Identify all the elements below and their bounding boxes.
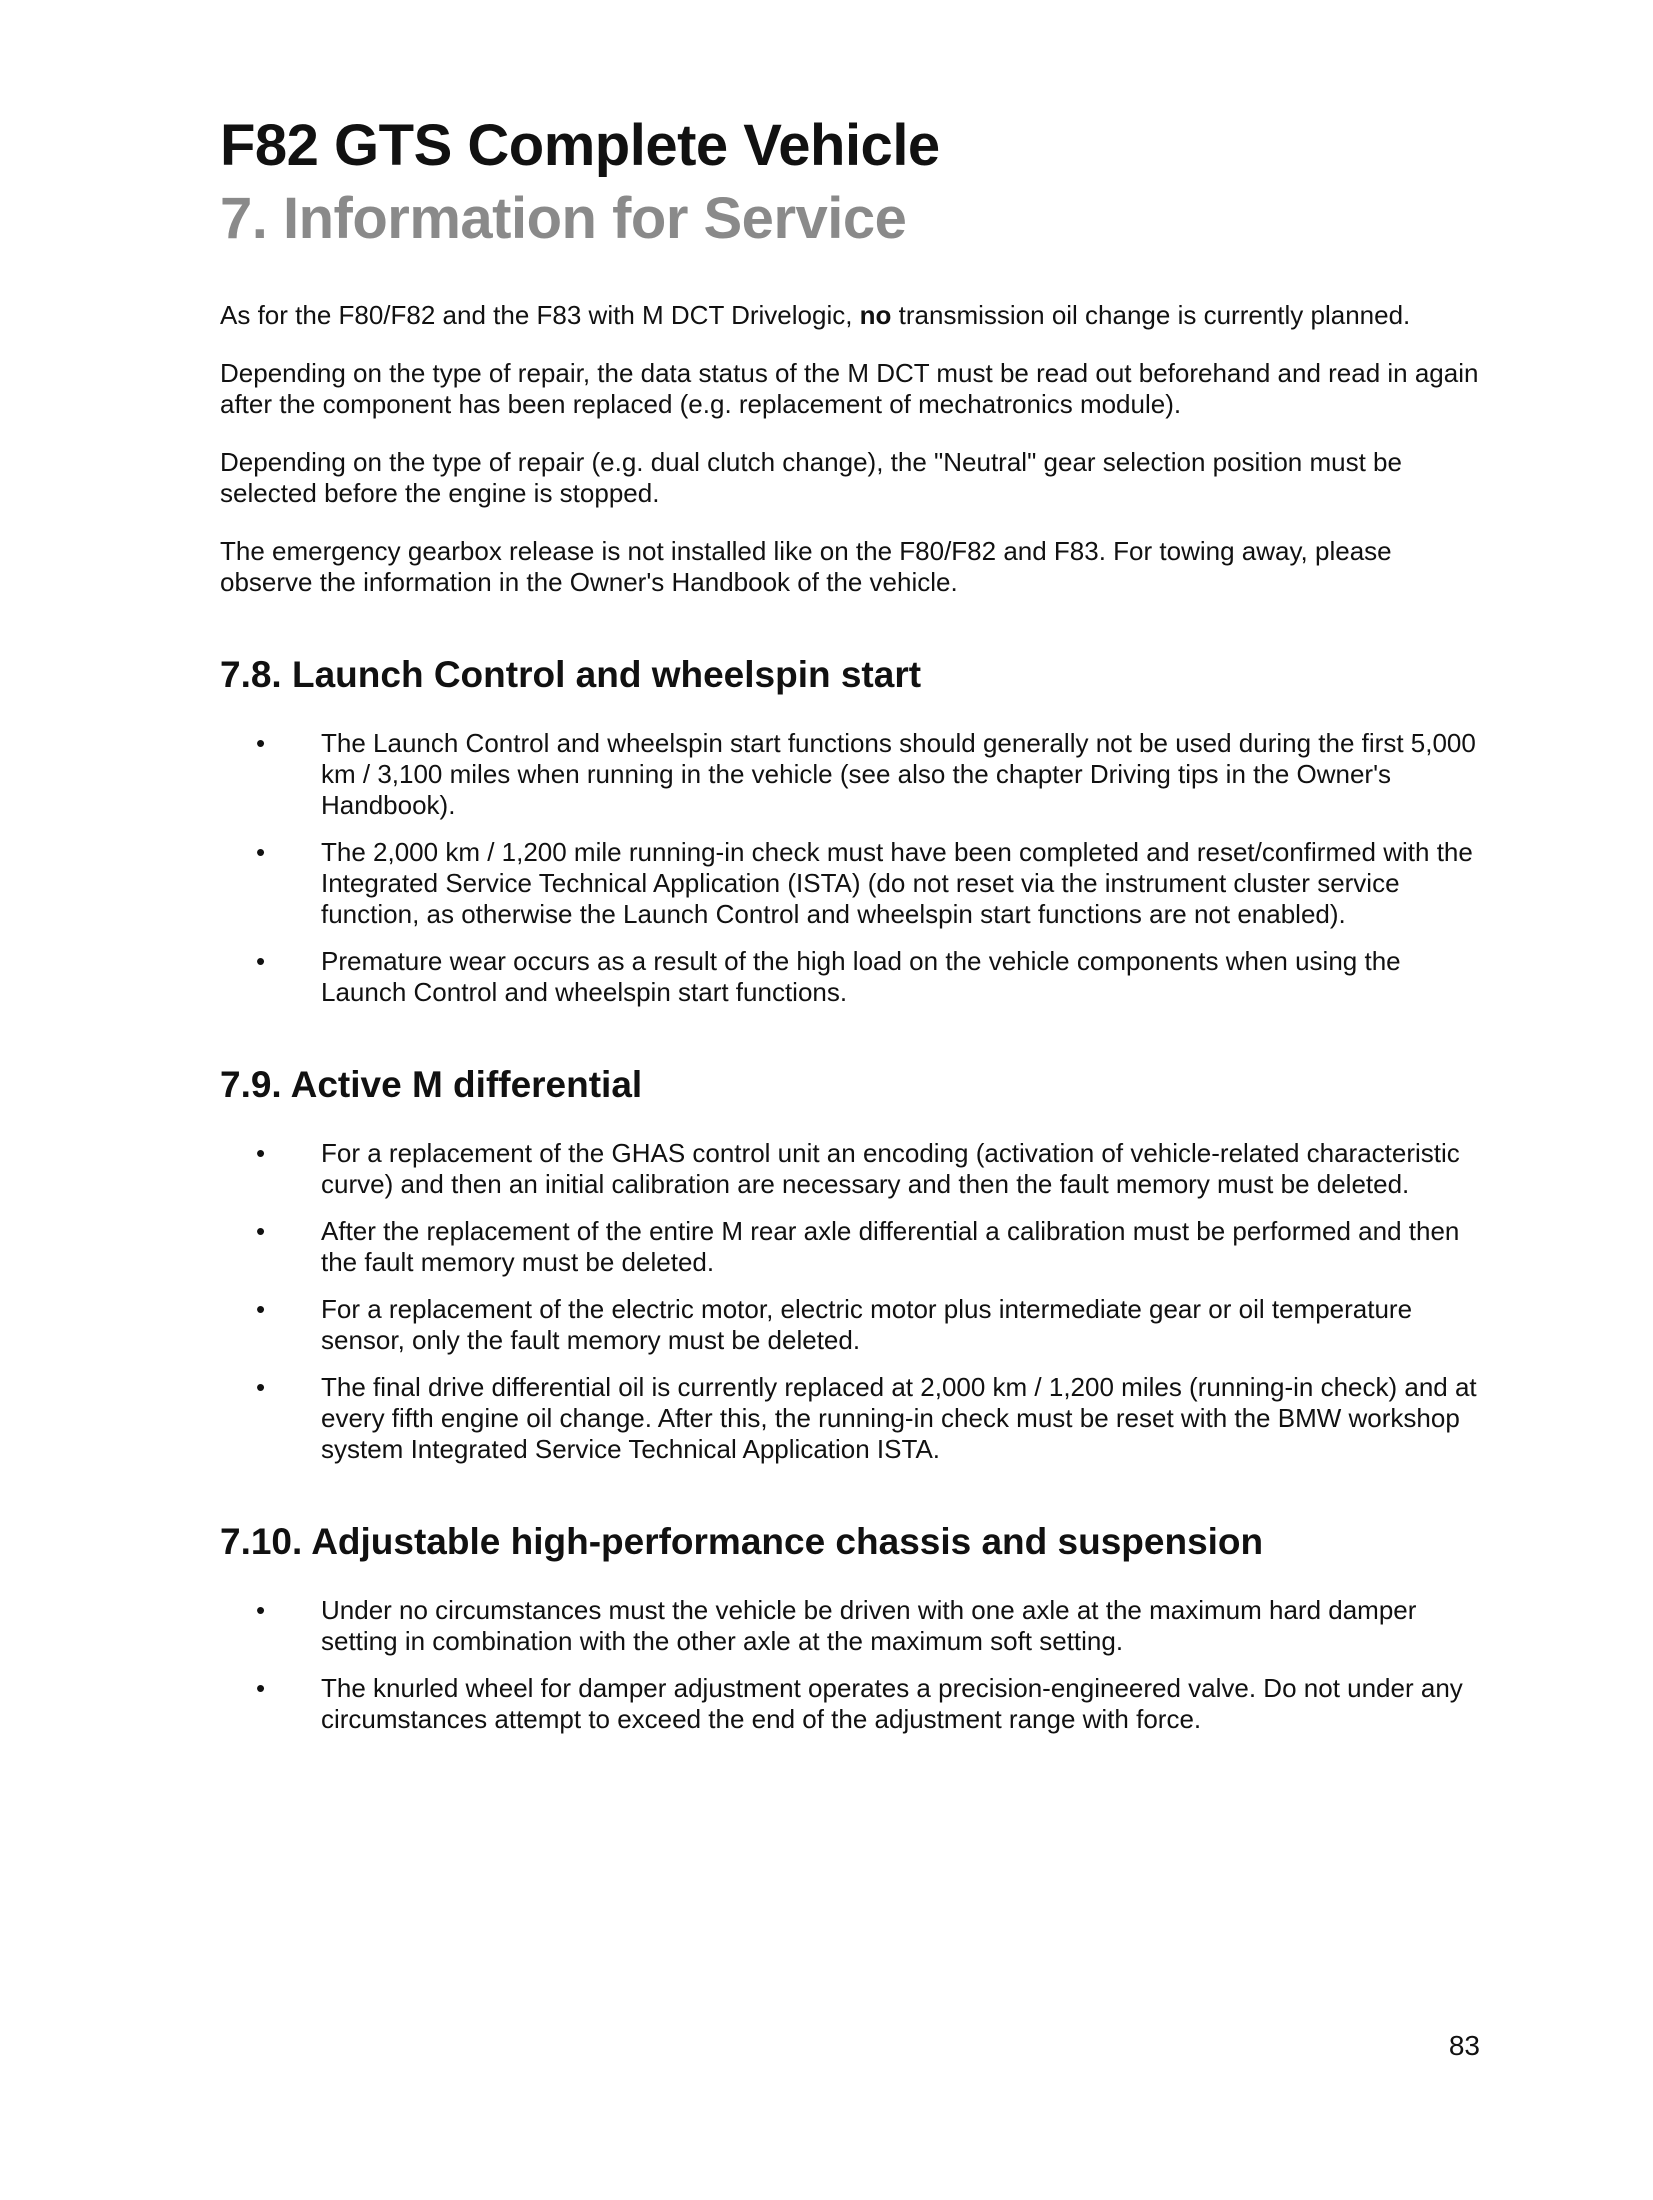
- list-item-text: For a replacement of the GHAS control unit an encoding (activation of vehicle-related characteristic curve) and then an initial calibration are necessary and then the fault memory must be deleted.: [321, 1138, 1460, 1199]
- list-item: [220, 1294, 1480, 1356]
- bullet-icon: •: [256, 1294, 266, 1324]
- intro-paragraph-1-emphasis: no: [859, 300, 892, 330]
- list-item: [220, 1673, 1480, 1735]
- intro-paragraph-4: The emergency gearbox release is not installed like on the F80/F82 and F83. For towing away, please observe the information in the Owner's Handbook of the vehicle.: [220, 536, 1392, 597]
- intro-paragraph-1: [220, 300, 1480, 331]
- chapter-title: 7. Information for Service: [220, 186, 907, 251]
- document-page: [220, 110, 1480, 1751]
- list-item: [220, 837, 1480, 930]
- bullet-icon: •: [256, 1673, 266, 1703]
- bullet-icon: •: [256, 837, 266, 867]
- list-item: [220, 1216, 1480, 1278]
- list-item: [220, 1138, 1480, 1200]
- intro-paragraph-1-end: transmission oil change is currently planned.: [891, 300, 1411, 330]
- list-item: [220, 728, 1480, 821]
- list-item-text: The Launch Control and wheelspin start functions should generally not be used during the first 5,000 km / 3,100 miles when running in the vehicle (see also the chapter Driving tips in the Owner's Handbook).: [321, 728, 1476, 820]
- active-m-differential-bullet-list: [220, 1138, 1480, 1465]
- adjustable-chassis-bullet-list: [220, 1595, 1480, 1735]
- bullet-icon: •: [256, 946, 266, 976]
- document-title: F82 GTS Complete Vehicle: [220, 113, 940, 178]
- list-item-text: Under no circumstances must the vehicle be driven with one axle at the maximum hard damper setting in combination with the other axle at the maximum soft setting.: [321, 1595, 1417, 1656]
- bullet-icon: •: [256, 1595, 266, 1625]
- section-heading-launch-control: 7.8. Launch Control and wheelspin start: [220, 654, 922, 695]
- list-item: [220, 1372, 1480, 1465]
- list-item-text: For a replacement of the electric motor, electric motor plus intermediate gear or oil temperature sensor, only the fault memory must be deleted.: [321, 1294, 1413, 1355]
- list-item-text: The knurled wheel for damper adjustment operates a precision-engineered valve. Do not under any circumstances attempt to exceed the end of the adjustment range with force.: [321, 1673, 1463, 1734]
- launch-control-bullet-list: [220, 728, 1480, 1008]
- list-item-text: The final drive differential oil is currently replaced at 2,000 km / 1,200 miles (running-in check) and at every fifth engine oil change. After this, the running-in check must be reset with the BMW workshop system Integrated Service Technical Application ISTA.: [321, 1372, 1477, 1464]
- bullet-icon: •: [256, 1372, 266, 1402]
- intro-paragraph-2: Depending on the type of repair, the data status of the M DCT must be read out beforehand and read in again after the component has been replaced (e.g. replacement of mechatronics module).: [220, 358, 1479, 419]
- list-item-text: After the replacement of the entire M rear axle differential a calibration must be performed and then the fault memory must be deleted.: [321, 1216, 1460, 1277]
- list-item-text: Premature wear occurs as a result of the high load on the vehicle components when using the Launch Control and wheelspin start functions.: [321, 946, 1401, 1007]
- bullet-icon: •: [256, 1138, 266, 1168]
- list-item: [220, 1595, 1480, 1657]
- section-heading-adjustable-chassis: 7.10. Adjustable high-performance chassis and suspension: [220, 1521, 1264, 1562]
- intro-paragraph-3: Depending on the type of repair (e.g. dual clutch change), the "Neutral" gear selection position must be selected before the engine is stopped.: [220, 447, 1402, 508]
- list-item-text: The 2,000 km / 1,200 mile running-in check must have been completed and reset/confirmed with the Integrated Service Technical Application (ISTA) (do not reset via the instrument cluster service function, as otherwise the Launch Control and wheelspin start functions are not enabled).: [321, 837, 1473, 929]
- bullet-icon: •: [256, 1216, 266, 1246]
- page-number: 83: [1448, 2030, 1480, 2061]
- section-heading-active-m-differential: 7.9. Active M differential: [220, 1064, 643, 1105]
- intro-paragraph-1-start: As for the F80/F82 and the F83 with M DCT Drivelogic,: [220, 300, 860, 330]
- list-item: [220, 946, 1480, 1008]
- bullet-icon: •: [256, 728, 266, 758]
